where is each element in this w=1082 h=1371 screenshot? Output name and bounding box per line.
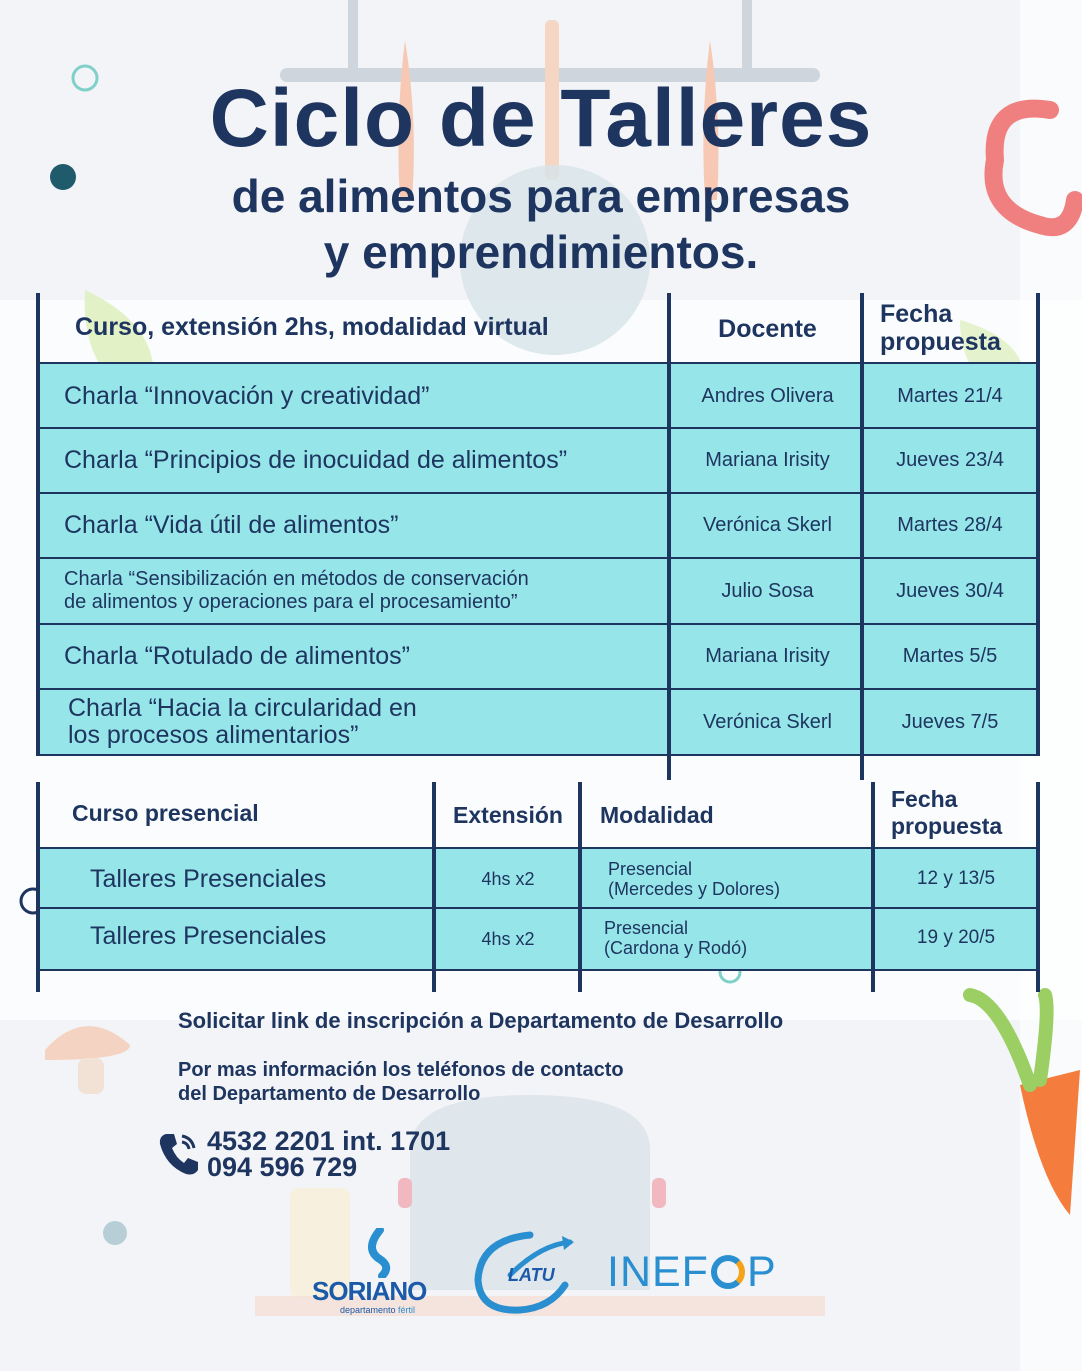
cell-fecha: Martes 5/5 [902,645,998,667]
table-divider [1036,782,1040,992]
cell-curso [68,690,417,754]
header-docente: Docente [718,315,817,343]
inefop-wordmark-b: P [746,1248,777,1296]
subtitle-line-2: y emprendimientos. [323,226,759,278]
cell-modalidad-line-2: (Mercedes y Dolores) [608,879,781,899]
header-modalidad: Modalidad [600,802,714,828]
cell-docente: Verónica Skerl [703,710,832,733]
cell-curso: Talleres Presenciales [90,864,327,893]
inefop-o-icon [711,1255,745,1289]
soriano-tagline [340,1305,415,1315]
info-note-line-2: del Departamento de Desarrollo [178,1083,481,1105]
cell-modalidad [608,849,780,909]
header-curso-virtual: Curso, extensión 2hs, modalidad virtual [75,313,549,341]
subtitle-line-1: de alimentos para empresas [231,170,851,222]
table-divider [432,782,436,992]
cell-extension: 4hs x2 [481,928,535,949]
table-divider [667,293,671,780]
phone-number-1: 4532 2201 int. 1701 [207,1126,451,1156]
table-row [40,847,1038,909]
cell-curso: Charla “Principios de inocuidad de alimentos” [64,446,568,474]
inscripcion-note: Solicitar link de inscripción a Departamento de Desarrollo [178,1008,784,1033]
cell-modalidad-line-1: Presencial [604,918,689,938]
page-title: Ciclo de Talleres [209,73,873,164]
cell-docente: Julio Sosa [721,579,814,602]
table-divider [36,293,40,756]
table-row [40,559,1038,625]
table-divider [36,782,40,992]
info-note-line-1: Por mas información los teléfonos de contacto [178,1059,624,1081]
table-row [40,625,1038,690]
cell-curso-line-2: los procesos alimentarios” [68,721,359,749]
table-row [40,690,1038,756]
cell-fecha: Jueves 30/4 [896,579,1004,602]
cell-curso: Talleres Presenciales [90,922,327,950]
cell-curso-line-2: de alimentos y operaciones para el procesamiento” [64,591,518,613]
info-note [178,1058,624,1106]
cell-docente: Mariana Irisity [705,449,830,471]
header-fecha-presencial: Fecha propuesta [891,786,1003,839]
cell-modalidad-line-2: (Cardona y Rodó) [604,938,748,958]
header-fecha-virtual: Fecha propuesta [880,300,1001,356]
cell-fecha: Martes 28/4 [897,514,1003,536]
cell-curso-line-1: Charla “Sensibilización en métodos de conservación [64,568,529,590]
cell-curso: Charla “Innovación y creatividad” [64,382,430,410]
cell-fecha: Jueves 7/5 [901,710,999,733]
cell-docente: Andres Olivera [701,385,834,407]
cell-modalidad-line-1: Presencial [608,859,693,879]
header-extension: Extensión [453,802,563,828]
table-divider [871,782,875,992]
cell-curso: Charla “Vida útil de alimentos” [64,511,399,539]
cell-fecha: Martes 21/4 [897,385,1003,407]
cell-fecha: Jueves 23/4 [896,449,1004,471]
table-divider [860,293,864,780]
cell-docente: Mariana Irisity [705,645,830,667]
header-curso-presencial: Curso presencial [72,800,259,826]
phone-number-2: 094 596 729 [207,1152,358,1182]
inefop-wordmark-a: INEF [607,1248,709,1296]
phone-icon [158,1130,200,1176]
soriano-tagline-a: departamento [340,1305,399,1315]
table-row [40,909,1038,971]
cell-curso [64,559,529,623]
soriano-wordmark: SORIANO [312,1276,427,1306]
cell-curso-line-1: Charla “Hacia la circularidad en [68,694,417,722]
table-row [40,362,1038,429]
cell-curso: Charla “Rotulado de alimentos” [64,642,411,670]
inefop-logo [607,1248,777,1297]
cell-fecha: 12 y 13/5 [916,868,996,889]
table-row [40,494,1038,559]
latu-logo [470,1230,580,1315]
cell-modalidad [604,909,747,967]
table-divider [578,782,582,992]
soriano-swirl-icon [350,1228,410,1278]
table-row [40,429,1038,494]
cell-extension: 4hs x2 [481,868,535,889]
soriano-tagline-b: fértil [398,1305,416,1315]
cell-docente: Verónica Skerl [703,514,832,536]
soriano-logo [310,1228,450,1318]
page-subtitle [0,168,1082,280]
latu-wordmark: LATU [508,1265,555,1285]
table-divider [1036,293,1040,756]
cell-fecha: 19 y 20/5 [916,927,996,948]
